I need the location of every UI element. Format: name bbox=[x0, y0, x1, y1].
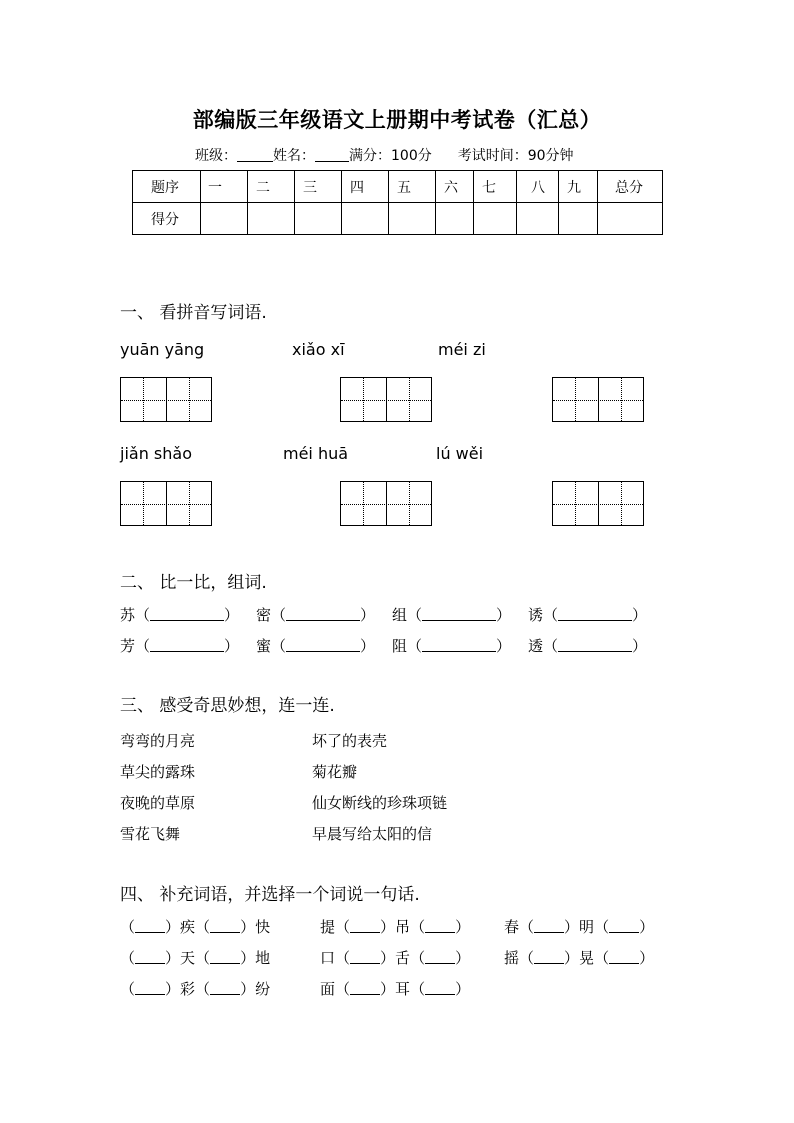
score-header-row bbox=[133, 171, 663, 203]
score-header-cell: 七 bbox=[474, 171, 517, 203]
pinyin-label: lú wěi bbox=[436, 444, 484, 463]
score-cell[interactable] bbox=[389, 203, 436, 235]
word-blank-item[interactable]: 透（ ） bbox=[528, 637, 648, 655]
score-row-label: 得分 bbox=[133, 203, 201, 235]
word-blank-item[interactable]: 组（ ） bbox=[392, 606, 512, 624]
word-blank-item[interactable]: 诱（ ） bbox=[528, 606, 648, 624]
pinyin-label: jiǎn shǎo bbox=[120, 444, 192, 463]
score-cell[interactable] bbox=[436, 203, 474, 235]
score-cell[interactable] bbox=[474, 203, 517, 235]
score-header-cell: 八 bbox=[517, 171, 559, 203]
section1-heading: 一、 看拼音写词语. bbox=[120, 303, 267, 323]
idiom-blank-item[interactable]: （ ）彩（ ）纷 bbox=[120, 980, 271, 998]
class-blank bbox=[237, 147, 273, 162]
match-left-item[interactable]: 弯弯的月亮 bbox=[120, 732, 196, 750]
idiom-blank-item[interactable]: 春（ ）明（ ） bbox=[504, 918, 655, 936]
name-label: 姓名： bbox=[273, 148, 315, 164]
score-cell[interactable] bbox=[598, 203, 663, 235]
page-title: 部编版三年级语文上册期中考试卷（汇总） bbox=[192, 107, 602, 132]
idiom-blank-item[interactable]: （ ）天（ ）地 bbox=[120, 949, 271, 967]
score-header-cell: 九 bbox=[559, 171, 598, 203]
idiom-blank-item[interactable]: 面（ ）耳（ ） bbox=[320, 980, 471, 998]
score-header-cell: 一 bbox=[201, 171, 248, 203]
exam-time: 考试时间：90分钟 bbox=[457, 148, 574, 164]
pinyin-label: méi huā bbox=[283, 444, 349, 463]
score-cell[interactable] bbox=[559, 203, 598, 235]
score-header-cell: 四 bbox=[342, 171, 389, 203]
idiom-blank-item[interactable]: 提（ ）吊（ ） bbox=[320, 918, 471, 936]
match-right-item[interactable]: 仙女断线的珍珠项链 bbox=[312, 794, 448, 812]
score-header-cell: 三 bbox=[295, 171, 342, 203]
match-right-item[interactable]: 早晨写给太阳的信 bbox=[312, 825, 433, 843]
word-blank-item[interactable]: 苏（ ） bbox=[120, 606, 240, 624]
word-blank-item[interactable]: 阻（ ） bbox=[392, 637, 512, 655]
score-cell[interactable] bbox=[342, 203, 389, 235]
full-score: 满分：100分 bbox=[349, 148, 432, 164]
word-blank-item[interactable]: 密（ ） bbox=[256, 606, 376, 624]
writing-grid[interactable] bbox=[340, 481, 432, 526]
pinyin-label: yuān yāng bbox=[120, 340, 205, 359]
score-cell[interactable] bbox=[248, 203, 295, 235]
section3-heading: 三、 感受奇思妙想，连一连. bbox=[120, 696, 335, 716]
match-right-item[interactable]: 坏了的表壳 bbox=[312, 732, 388, 750]
writing-grid[interactable] bbox=[552, 481, 644, 526]
match-left-item[interactable]: 草尖的露珠 bbox=[120, 763, 196, 781]
section2-heading: 二、 比一比，组词. bbox=[120, 573, 267, 593]
score-header-cell: 五 bbox=[389, 171, 436, 203]
score-header-cell: 总分 bbox=[598, 171, 663, 203]
match-left-item[interactable]: 雪花飞舞 bbox=[120, 825, 181, 843]
match-left-item[interactable]: 夜晚的草原 bbox=[120, 794, 196, 812]
score-header-cell: 二 bbox=[248, 171, 295, 203]
writing-grid[interactable] bbox=[120, 481, 212, 526]
idiom-blank-item[interactable]: （ ）疾（ ）快 bbox=[120, 918, 271, 936]
idiom-blank-item[interactable]: 口（ ）舌（ ） bbox=[320, 949, 471, 967]
score-cell[interactable] bbox=[517, 203, 559, 235]
pinyin-label: méi zi bbox=[438, 340, 486, 359]
score-table bbox=[132, 170, 663, 235]
score-cell[interactable] bbox=[295, 203, 342, 235]
score-value-row bbox=[133, 203, 663, 235]
word-blank-item[interactable]: 芳（ ） bbox=[120, 637, 240, 655]
score-cell[interactable] bbox=[201, 203, 248, 235]
word-blank-item[interactable]: 蜜（ ） bbox=[256, 637, 376, 655]
info-line bbox=[195, 145, 574, 165]
class-label: 班级： bbox=[195, 148, 237, 164]
writing-grid[interactable] bbox=[120, 377, 212, 422]
name-blank bbox=[315, 147, 349, 162]
score-header-cell: 题序 bbox=[133, 171, 201, 203]
score-header-cell: 六 bbox=[436, 171, 474, 203]
idiom-blank-item[interactable]: 摇（ ）晃（ ） bbox=[504, 949, 655, 967]
writing-grid[interactable] bbox=[552, 377, 644, 422]
match-right-item[interactable]: 菊花瓣 bbox=[312, 763, 358, 781]
section4-heading: 四、 补充词语，并选择一个词说一句话. bbox=[120, 885, 420, 905]
pinyin-label: xiǎo xī bbox=[292, 340, 345, 359]
writing-grid[interactable] bbox=[340, 377, 432, 422]
